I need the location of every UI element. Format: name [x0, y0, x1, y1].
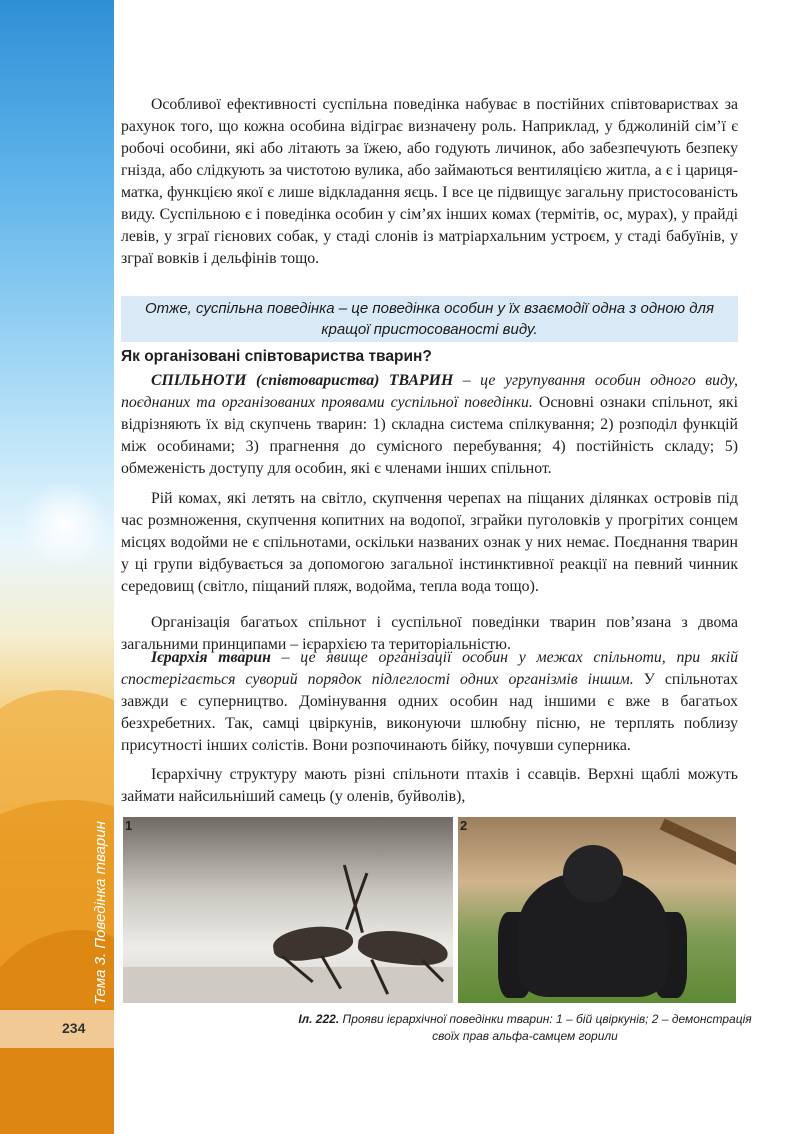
term-hierarchy: Ієрархія тварин [151, 649, 271, 666]
paragraph-principles: Організація багатьох спільнот і суспільної поведінки тварин пов’язана з двома загальними принципами – ієрархією та територіальністю. [121, 614, 738, 653]
hierarchy-examples: У спільнотах завжди є суперництво. Домінування одних особин над іншими є вже в багатьох безхребетних. Так, самці цвіркунів, виконуючи шлюбну пісню, не терплять поблизу присутності інших солістів. Вони розпочинають бійку, почувши суперника. [121, 671, 738, 754]
figure-caption [290, 1011, 760, 1045]
section-heading: Як організовані співтовариства тварин? [121, 348, 432, 365]
paragraph-hierarchy-structure: Ієрархічну структуру мають різні спільноти птахів і ссавців. Верхні щаблі можуть займати найсильніший самець (у оленів, буйволів), [121, 766, 738, 805]
paragraph-aggregations: Рій комах, які летять на світло, скупчення черепах на піщаних ділянках островів під час розмноження, скупчення копитних на водопої, зграйки пуголовків у прогрітих сонцем місцях водойми не є спільнотами, оскільки названих ознак у них немає. Поєднання тварин у ці групи відбувається за допомогою загальної інстинктивної реакції на певний чинник середовищ (світло, піщаний пляж, водойма, тепла вода тощо). [121, 490, 738, 595]
paragraph-hierarchy [121, 647, 738, 757]
figure-number-2: 2 [460, 818, 468, 833]
topic-label: Тема 3. Поведінка тварин [92, 821, 109, 1005]
page-number-tab [0, 1010, 114, 1048]
definition-communities: – це угрупування особин одного виду, поєднаних та організованих проявами суспільної поведінки. [121, 372, 738, 411]
photo-floor [123, 967, 453, 1003]
tree-branch [660, 819, 736, 868]
communities-features: Основні ознаки спільнот, які відрізняють їх від скупчень тварин: 1) складна система спілкування; 2) розподіл функцій між особинами; 3) прагнення до сумісного перебування; 4) постійність складу; 5) обмеженість доступу для особин, які є членами інших спільнот. [121, 394, 738, 477]
crickets-photo [123, 817, 453, 1003]
gorilla-photo [458, 817, 736, 1003]
gorilla-head [563, 845, 623, 903]
paragraph-communities [121, 370, 738, 480]
definition-hierarchy: – це явище організації особин у межах спільноти, при якій спостерігається суворий порядок підлеглості одних організмів іншим. [121, 649, 738, 688]
term-communities: СПІЛЬНОТИ (співтовариства) ТВАРИН [151, 372, 454, 389]
paragraph-social-behavior: Особливої ефективності суспільна поведінка набуває в постійних співтовариствах за рахунок того, що кожна особина відіграє визначену роль. Наприклад, у бджолиній сім’ї є робочі особини, які або літають за їжею, або годують личинок, або забезпечують безпеку гнізда, або слідкують за чистотою вулика, або займаються вентиляцією житла, а є і цариця-матка, функцією якої є лише відкладання яєць. І все це підвищує загальну пристосованість виду. Суспільною є і поведінка особин у сім’ях інших комах (термітів, ос, мурах), у прайді левів, у зграї гієнових собак, у стаді слонів із матріархальним устроєм, у стаді бабуїнів, у зграї вовків і дельфінів тощо. [121, 96, 738, 267]
sun-glow [20, 480, 110, 570]
summary-box: Отже, суспільна поведінка – це поведінка особин у їх взаємодії одна з одною для кращої пристосованості виду. [121, 296, 738, 342]
page-number: 234 [62, 1020, 86, 1036]
caption-text: Прояви ієрархічної поведінки тварин: 1 – бій цвіркунів; 2 – демонстрація своїх прав альфа-самцем горили [339, 1012, 752, 1043]
figure-number-1: 1 [125, 818, 133, 833]
caption-label: Іл. 222. [298, 1012, 340, 1026]
